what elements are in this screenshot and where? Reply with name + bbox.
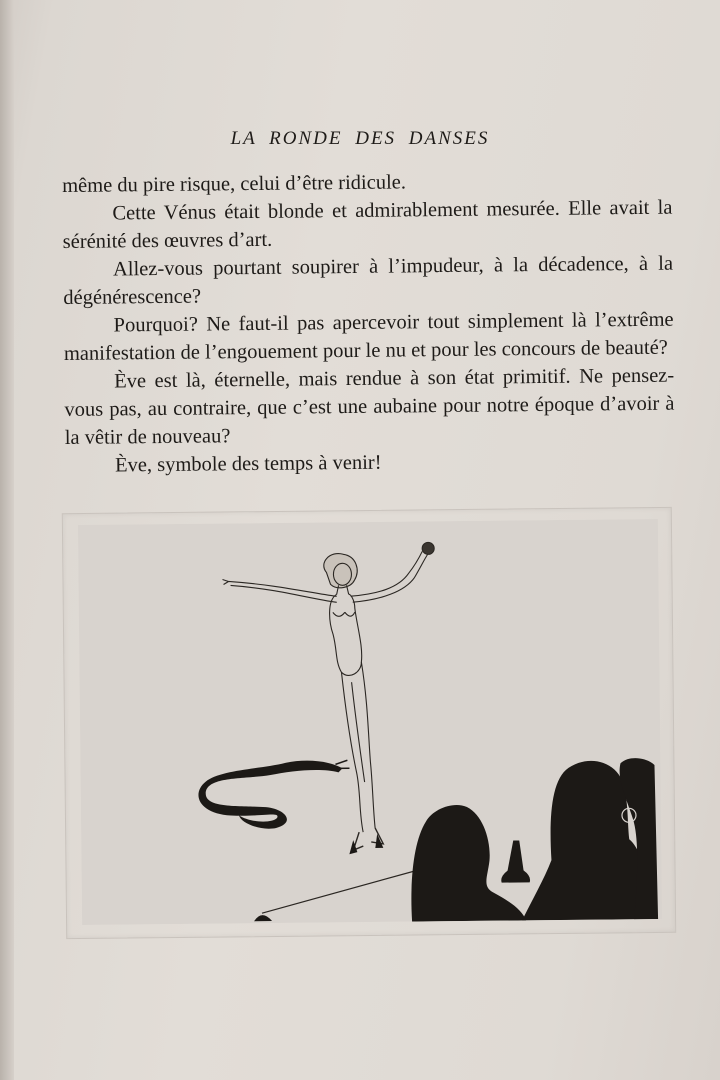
paragraph-continued: même du pire risque, celui d’être ridicule. — [62, 171, 407, 197]
body-text — [62, 166, 675, 480]
paragraph: Ève, symbole des temps à venir! — [114, 451, 382, 477]
paragraph: Pourquoi? Ne faut-il pas apercevoir tout simplement là l’extrême manifestation de l’engouement pour le nu et pour les concours de beauté? — [63, 308, 674, 365]
paragraph: Allez-vous pourtant soupirer à l’impudeur, à la décadence, à la dégénérescence? — [63, 252, 674, 309]
etching-illustration — [78, 519, 662, 925]
book-spine-edge — [0, 0, 14, 1080]
paragraph: Cette Vénus était blonde et admirablement mesurée. Elle avait la sérénité des œuvres d’art. — [62, 196, 673, 253]
etching-drawing — [78, 519, 662, 925]
running-head: LA RONDE DES DANSES — [230, 128, 490, 149]
paragraph: Ève est là, éternelle, mais rendue à son état primitif. Ne pensez-vous pas, au contraire, que c’est une aubaine pour notre époque d’avoir à la vêtir de nouveau? — [64, 364, 675, 449]
